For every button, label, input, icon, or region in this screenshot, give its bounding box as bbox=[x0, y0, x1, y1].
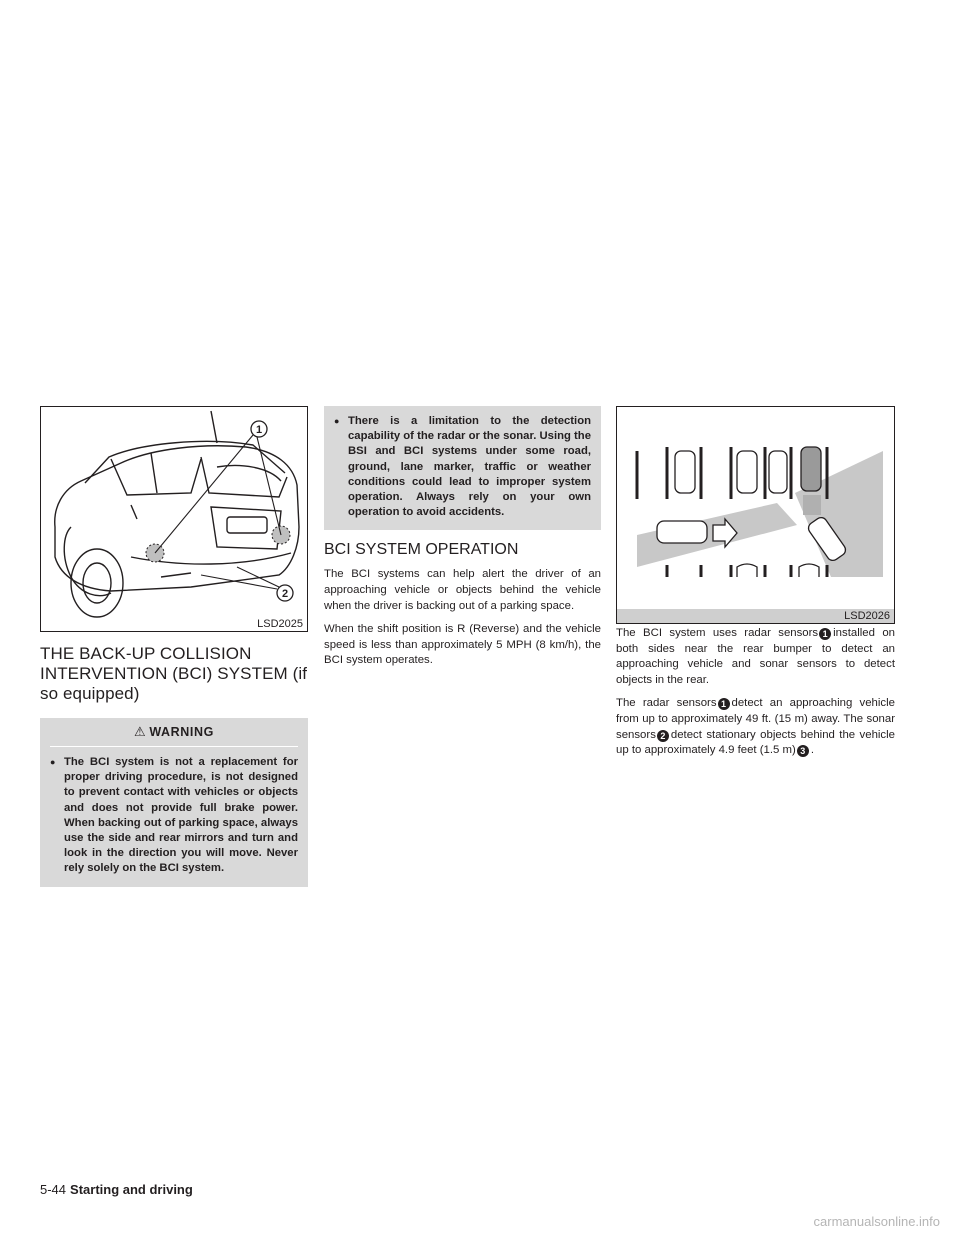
body-paragraph: When the shift position is R (Reverse) and the vehicle speed is less than approximately 5 MPH (8 km/h), the BCI system operates. bbox=[324, 623, 601, 667]
warning-triangle-icon: ⚠ bbox=[134, 724, 147, 739]
text-run: installed on both sides near the rear bumper to detect an approaching vehicle and sonar sensors to detect objects in the rear. bbox=[616, 627, 895, 686]
text-run: detect stationary objects behind the vehicle up to approximately 4.9 feet (1.5 m) bbox=[616, 728, 895, 757]
callout-number: 2 bbox=[657, 730, 669, 742]
body-paragraph bbox=[616, 696, 895, 758]
vehicle-rear-illustration bbox=[41, 407, 307, 629]
body-paragraph: The BCI systems can help alert the driver of an approaching vehicle or objects behind the vehicle when the driver is backing out of a parking space. bbox=[324, 568, 601, 612]
left-column bbox=[40, 406, 308, 887]
chapter-title: Starting and driving bbox=[70, 1182, 193, 1197]
warning-header bbox=[50, 724, 298, 747]
parking-lot-illustration bbox=[617, 407, 894, 621]
warning-box-continued bbox=[324, 406, 601, 530]
warning-box bbox=[40, 718, 308, 887]
watermark: carmanualsonline.info bbox=[813, 1214, 940, 1229]
callout-1-label: 1 bbox=[255, 424, 263, 436]
subsection-title: BCI SYSTEM OPERATION bbox=[324, 541, 519, 559]
callout-2-label: 2 bbox=[281, 588, 289, 600]
section-title: THE BACK-UP COLLISION INTERVENTION (BCI) SYSTEM (if so equipped) bbox=[40, 644, 308, 703]
figure-code: LSD2026 bbox=[844, 610, 890, 622]
text-run: The BCI system uses radar sensors bbox=[616, 627, 819, 639]
warning-label: WARNING bbox=[149, 725, 214, 739]
right-column bbox=[616, 406, 895, 767]
text-run: detect an approaching vehicle from up to approximately 49 ft. (15 m) away. The sonar sensors bbox=[616, 697, 895, 741]
parking-detection-figure bbox=[616, 406, 895, 624]
warning-bullet: ● There is a limitation to the detection capability of the radar or the sonar. Using the BSI and BCI systems under some road, ground, lane marker, traffic or weather conditions could lead to improper system operation. Always rely on your own operation to avoid accidents. bbox=[334, 414, 591, 520]
page-footer bbox=[40, 1182, 193, 1197]
text-run: . bbox=[810, 744, 814, 757]
page-number: 5-44 bbox=[40, 1182, 67, 1197]
callout-number: 1 bbox=[819, 628, 831, 640]
figure-code: LSD2025 bbox=[257, 618, 303, 630]
callout-number: 3 bbox=[797, 745, 809, 757]
text-run: The radar sensors bbox=[616, 697, 717, 710]
body-paragraph bbox=[616, 626, 895, 688]
rear-bumper-sensor-figure bbox=[40, 406, 308, 632]
warning-bullet: ● The BCI system is not a replacement for proper driving procedure, is not designed to prevent contact with vehicles or objects and does not provide full brake power. When backing out of parking space, always use the side and rear mirrors and turn and look in the direction you will move. Never rely solely on the BCI system. bbox=[50, 755, 298, 877]
callout-number: 1 bbox=[718, 698, 730, 710]
middle-column bbox=[324, 406, 601, 677]
